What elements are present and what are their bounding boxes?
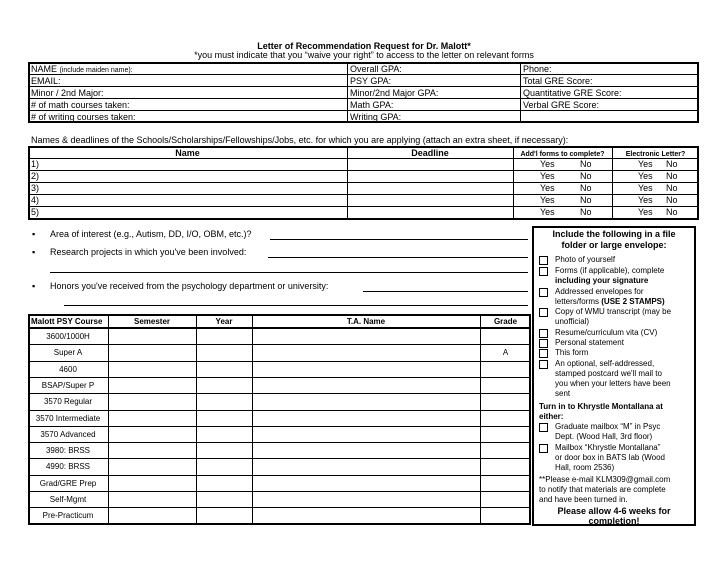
school-electronic-yes[interactable]: Yes	[638, 183, 653, 193]
course-row-divider	[28, 344, 531, 345]
bullet-icon: ▪	[32, 281, 36, 291]
photo-checkbox[interactable]	[539, 256, 548, 265]
research-answer-line-2[interactable]	[50, 272, 528, 273]
schools-col-deadline: Deadline	[411, 148, 449, 158]
item-postcard-2: stamped postcard we'll mail to	[555, 369, 662, 378]
phone-label: Phone:	[523, 64, 552, 74]
resume-checkbox[interactable]	[539, 329, 548, 338]
option-khrystle-mailbox-2: or door box in BATS lab (Wood	[555, 453, 665, 462]
school-forms-yes[interactable]: Yes	[540, 183, 555, 193]
option-grad-mailbox-2: Dept. (Wood Hall, 3rd floor)	[555, 432, 653, 441]
question-research: Research projects in which you've been involved:	[50, 247, 247, 257]
course-name: Grad/GRE Prep	[39, 479, 97, 488]
courses-col-year: Year	[215, 317, 233, 326]
question-honors: Honors you've received from the psychology department or university:	[50, 281, 329, 291]
course-name: BSAP/Super P	[41, 381, 95, 390]
allow-weeks-note: Please allow 4-6 weeks for	[557, 506, 671, 516]
courses-col-semester: Semester	[133, 317, 171, 326]
school-electronic-no[interactable]: No	[666, 207, 678, 217]
item-this-form: This form	[555, 348, 589, 357]
course-name: 3570 Advanced	[40, 430, 96, 439]
instructions-heading: Include the following in a file	[552, 229, 676, 239]
school-row-number: 4)	[31, 195, 40, 205]
schools-col-name: Name	[175, 148, 200, 158]
course-name: Super A	[53, 348, 83, 357]
course-grade[interactable]: A	[502, 348, 509, 357]
school-forms-no[interactable]: No	[580, 207, 592, 217]
email-note-3: and have been turned in.	[539, 495, 628, 504]
question-interest: Area of interest (e.g., Autism, DD, I/O, OBM, etc.)?	[50, 229, 252, 239]
school-forms-yes[interactable]: Yes	[540, 171, 555, 181]
school-electronic-yes[interactable]: Yes	[638, 207, 653, 217]
school-row-number: 1)	[31, 159, 40, 169]
instructions-heading-2: folder or large envelope:	[561, 240, 667, 250]
email-note-2: to notify that materials are complete	[539, 485, 666, 494]
schools-intro: Names & deadlines of the Schools/Scholarships/Fellowships/Jobs, etc. for which you are applying (attach an extra sheet, if necessary):	[31, 135, 569, 145]
minor-gpa-label: Minor/2nd Major GPA:	[350, 88, 439, 98]
school-row-number: 3)	[31, 183, 40, 193]
course-row-divider	[28, 361, 531, 362]
school-forms-no[interactable]: No	[580, 159, 592, 169]
school-forms-no[interactable]: No	[580, 171, 592, 181]
course-name: 4990: BRSS	[45, 462, 91, 471]
total-gre-label: Total GRE Score:	[523, 76, 593, 86]
schools-col-forms: Add'l forms to complete?	[520, 151, 605, 158]
this-form-checkbox[interactable]	[539, 349, 548, 358]
interest-answer-line[interactable]	[270, 239, 528, 240]
item-envelopes-2: letters/forms (USE 2 STAMPS)	[555, 297, 665, 306]
option-grad-mailbox: Graduate mailbox “M” in Psyc	[555, 422, 661, 431]
item-envelopes: Addressed envelopes for	[555, 287, 644, 296]
school-electronic-yes[interactable]: Yes	[638, 171, 653, 181]
transcript-checkbox[interactable]	[539, 308, 548, 317]
course-row-divider	[28, 458, 531, 459]
school-electronic-no[interactable]: No	[666, 183, 678, 193]
item-forms-2: including your signature	[555, 276, 649, 285]
email-field-label: EMAIL:	[31, 76, 61, 86]
item-photo: Photo of yourself	[555, 255, 616, 264]
course-name: Self-Mgmt	[49, 495, 87, 504]
course-row-divider	[28, 393, 531, 394]
bullet-icon: ▪	[32, 247, 36, 257]
envelopes-checkbox[interactable]	[539, 288, 548, 297]
school-forms-yes[interactable]: Yes	[540, 195, 555, 205]
course-name: 3980: BRSS	[45, 446, 91, 455]
item-forms: Forms (if applicable), complete	[555, 266, 665, 275]
form-subtitle: *you must indicate that you “waive your right” to access to the letter on relevant forms	[194, 50, 534, 60]
school-electronic-yes[interactable]: Yes	[638, 159, 653, 169]
school-electronic-yes[interactable]: Yes	[638, 195, 653, 205]
course-name: 3570 Intermediate	[35, 414, 101, 423]
school-electronic-no[interactable]: No	[666, 159, 678, 169]
course-name: 3600/1000H	[46, 332, 90, 341]
course-row-divider	[28, 475, 531, 476]
option-khrystle-mailbox: Mailbox “Khrystle Montallana”	[555, 443, 661, 452]
quant-gre-label: Quantitative GRE Score:	[523, 88, 622, 98]
item-postcard-4: sent	[555, 389, 571, 398]
minor-field-label: Minor / 2nd Major:	[31, 88, 104, 98]
courses-col-ta: T.A. Name	[346, 317, 386, 326]
research-answer-line[interactable]	[268, 257, 528, 258]
honors-answer-line-2[interactable]	[64, 305, 528, 306]
school-electronic-no[interactable]: No	[666, 171, 678, 181]
completion-note: completion!	[588, 517, 640, 525]
courses-col-course: Malott PSY Course	[31, 317, 103, 326]
psy-gpa-label: PSY GPA:	[350, 76, 392, 86]
overall-gpa-label: Overall GPA:	[350, 64, 402, 74]
course-row-divider	[28, 377, 531, 378]
postcard-checkbox[interactable]	[539, 360, 548, 369]
turn-in-heading: Turn in to Khrystle Montallana at	[539, 402, 663, 411]
course-row-divider	[28, 507, 531, 508]
turn-in-heading-2: either:	[539, 412, 564, 421]
school-forms-yes[interactable]: Yes	[540, 207, 555, 217]
item-transcript-2: unofficial)	[555, 317, 590, 326]
honors-answer-line[interactable]	[363, 291, 528, 292]
school-row-number: 5)	[31, 207, 40, 217]
school-forms-yes[interactable]: Yes	[540, 159, 555, 169]
item-postcard-3: you when your letters have been	[555, 379, 671, 388]
name-field-label: NAME (include maiden name):	[31, 64, 133, 74]
schools-col-electronic: Electronic Letter?	[625, 151, 686, 158]
statement-checkbox[interactable]	[539, 339, 548, 348]
item-postcard: An optional, self-addressed,	[555, 359, 655, 368]
forms-checkbox[interactable]	[539, 267, 548, 276]
course-name: Pre-Practicum	[42, 511, 94, 520]
form-title: Letter of Recommendation Request for Dr. Malott*	[257, 41, 471, 51]
math-courses-label: # of math courses taken:	[31, 100, 130, 110]
item-statement: Personal statement	[555, 338, 624, 347]
email-note: **Please e-mail KLM309@gmail.com	[539, 475, 671, 484]
item-transcript: Copy of WMU transcript (may be	[555, 307, 672, 316]
math-gpa-label: Math GPA:	[350, 100, 394, 110]
course-row-divider	[28, 426, 531, 427]
school-electronic-no[interactable]: No	[666, 195, 678, 205]
courses-col-grade: Grade	[493, 317, 518, 326]
course-name: 3570 Regular	[43, 397, 93, 406]
writing-gpa-label: Writing GPA:	[350, 112, 402, 122]
school-forms-no[interactable]: No	[580, 195, 592, 205]
grad-mailbox-checkbox[interactable]	[539, 423, 548, 432]
course-row-divider	[28, 442, 531, 443]
course-row-divider	[28, 410, 531, 411]
khrystle-mailbox-checkbox[interactable]	[539, 444, 548, 453]
course-name: 4600	[59, 365, 77, 374]
bullet-icon: ▪	[32, 229, 36, 239]
school-forms-no[interactable]: No	[580, 183, 592, 193]
school-row-number: 2)	[31, 171, 40, 181]
option-khrystle-mailbox-3: Hall, room 2536)	[555, 463, 615, 472]
course-row-divider	[28, 491, 531, 492]
writing-courses-label: # of writing courses taken:	[31, 112, 136, 122]
item-resume: Resume/curriculum vita (CV)	[555, 328, 658, 337]
verbal-gre-label: Verbal GRE Score:	[523, 100, 600, 110]
